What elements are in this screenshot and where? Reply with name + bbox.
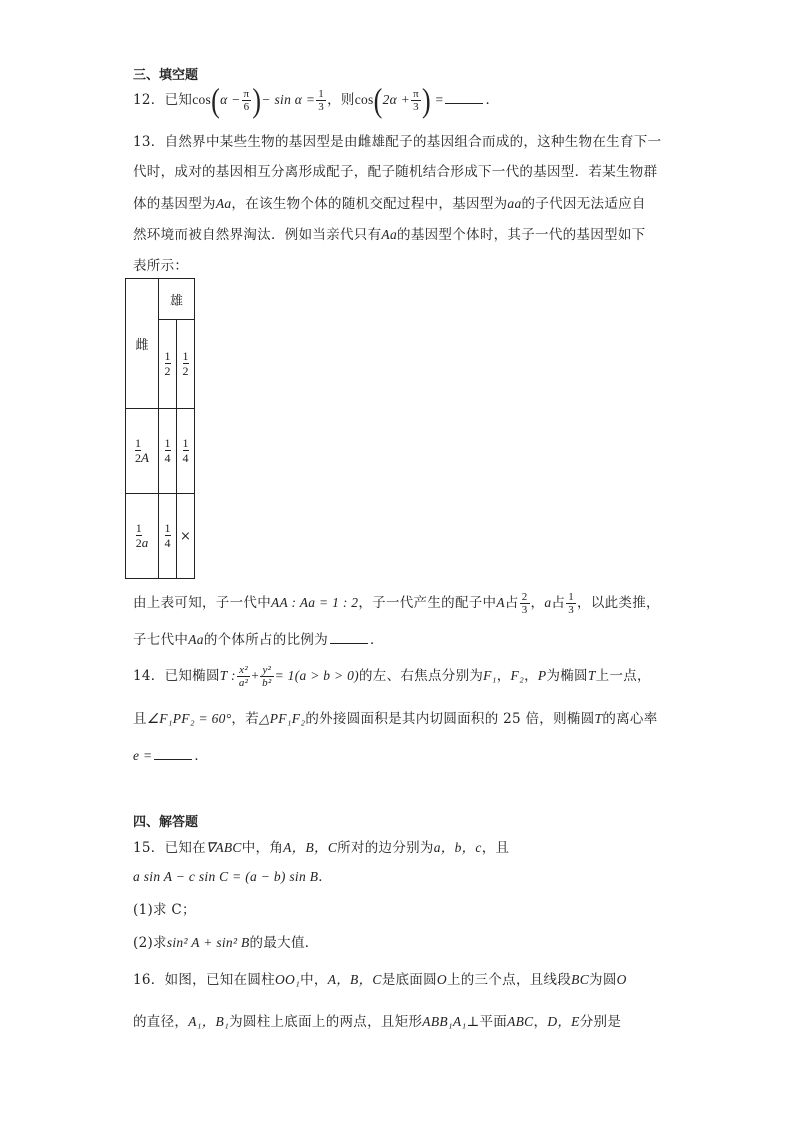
q15-part-2: (2)求sin² A + sin² B的最大值． (133, 935, 319, 951)
answer-blank (445, 91, 483, 104)
table-cell: $\frac{1}{4}$ (159, 409, 177, 494)
answer-blank (154, 747, 192, 760)
q13-line-5: 表所示： (133, 258, 189, 274)
fraction-pi-3: $\frac{\pi}{3}$ (413, 88, 419, 113)
table-cell: $\frac{1}{2}$ (177, 320, 195, 409)
table-header-male: 雄 (159, 279, 195, 320)
fraction-1-3: $\frac{1}{3}$ (318, 88, 325, 113)
table-cell-eliminated: × (177, 494, 195, 579)
q13-line-1: 13．自然界中某些生物的基因型是由雌雄配子的基因组合而成的，这种生物在生育下一 (133, 134, 662, 150)
q16-line-1: 16．如图，已知在圆柱OO₁中，A，B，C是底面圆O上的三个点，且线段BC为圆O (133, 972, 627, 988)
q16-line-2: 的直径，A₁，B₁为圆柱上底面上的两点，且矩形ABB₁A₁⊥平面ABC，D，E分别是 (133, 1014, 622, 1030)
question-12: 12．已知cos(α − $\frac{\pi}{6}$ )− sin α = $\frac{1}{3}$ ，则cos(2α + $\frac{\pi}{3}$ ) = ． (133, 81, 500, 119)
genotype-table (125, 278, 195, 579)
table-row-header-A: $\frac{1}{2}A$ (126, 409, 159, 494)
table-header-female: 雌 (126, 279, 159, 409)
fraction-pi-6: $\frac{\pi}{6}$ (243, 88, 250, 113)
q14-line-2: 且∠F₁PF₂ = 60°，若△PF₁F₂的外接圆面积是其内切圆面积的 25 倍，则椭圆T的离心率 (133, 711, 658, 727)
answer-blank (330, 631, 368, 644)
q13-after-line-2: 子七代中Aa的个体所占的比例为 ． (133, 632, 384, 648)
q13-line-2: 代时，成对的基因相互分离形成配子，配子随机结合形成下一代的基因型．若某生物群 (133, 164, 658, 180)
q13-line-4: 然环境而被自然界淘汰．例如当亲代只有Aa的基因型个体时，其子一代的基因型如下 (133, 227, 646, 243)
q14-line-1: 14．已知椭圆T : $\frac{\text{x²}}{\text{a²}}$ + $\frac{\text{y²}}{\text{b²}}$ = 1(a > b > 0)的左、右焦点分别为F₁，F₂，P为椭圆T上一点， (133, 664, 651, 689)
q14-line-3: e = ． (133, 748, 209, 764)
table-cell: $\frac{1}{4}$ (177, 409, 195, 494)
section-heading-answer: 四、解答题 (133, 815, 199, 830)
q12-num: 12．已知 (133, 92, 193, 108)
table-row-header-a: $\frac{1}{2}a$ (126, 494, 159, 579)
table-cell: $\frac{1}{2}$ (159, 320, 177, 409)
table-cell: $\frac{1}{4}$ (159, 494, 177, 579)
q15-line-1: 15．已知在∇ABC中，角A，B，C所对的边分别为a，b，c，且 (133, 840, 510, 856)
q13-line-3: 体的基因型为Aa，在该生物个体的随机交配过程中，基因型为aa的子代因无法适应自 (133, 196, 646, 212)
q15-part-1: (1)求 C； (133, 902, 196, 918)
q13-after-line-1: 由上表可知，子一代中AA : Aa = 1 : 2，子一代产生的配子中A占 $\frac{2}{3}$ ，a占 $\frac{1}{3}$ ，以此类推， (133, 591, 660, 616)
q15-line-2: a sin A − c sin C = (a − b) sin B． (133, 869, 333, 885)
section-heading-fill-in: 三、填空题 (133, 68, 199, 83)
